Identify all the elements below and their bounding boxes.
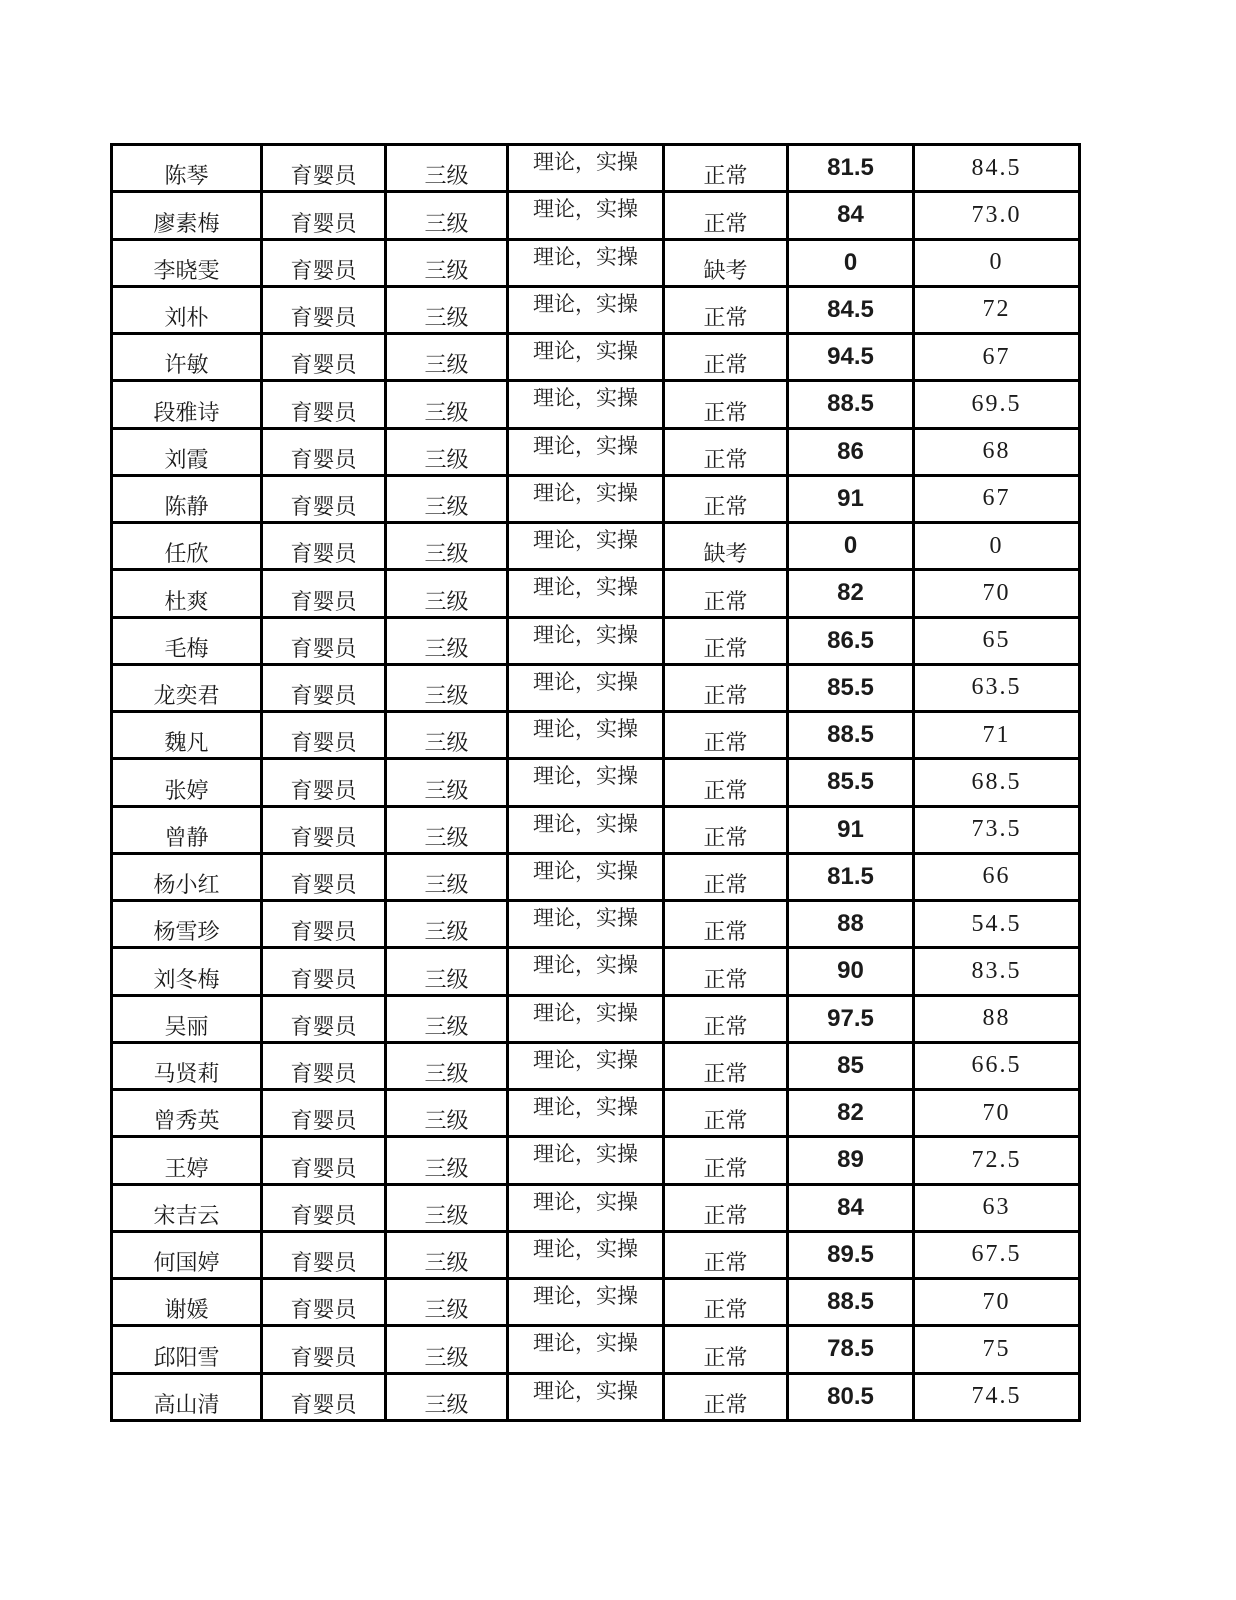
cell-occupation: 育婴员 [262, 286, 386, 333]
cell-theory-score: 0 [788, 523, 914, 570]
cell-name: 吴丽 [112, 995, 262, 1042]
cell-level: 三级 [386, 1137, 508, 1184]
table-row [112, 995, 1080, 1042]
cell-theory-score: 84.5 [788, 286, 914, 333]
cell-occupation: 育婴员 [262, 1042, 386, 1089]
cell-theory-score: 86 [788, 428, 914, 475]
cell-theory-score: 97.5 [788, 995, 914, 1042]
cell-exam-status: 正常 [664, 570, 788, 617]
table-row [112, 1231, 1080, 1278]
cell-level: 三级 [386, 475, 508, 522]
cell-occupation: 育婴员 [262, 664, 386, 711]
cell-theory-score: 85.5 [788, 759, 914, 806]
score-table-body [112, 145, 1080, 1421]
cell-occupation: 育婴员 [262, 806, 386, 853]
cell-level: 三级 [386, 995, 508, 1042]
cell-level: 三级 [386, 901, 508, 948]
cell-exam-subjects: 理论，实操 [508, 1326, 664, 1373]
cell-exam-subjects: 理论，实操 [508, 1184, 664, 1231]
cell-name: 曾秀英 [112, 1090, 262, 1137]
table-row [112, 334, 1080, 381]
cell-occupation: 育婴员 [262, 1137, 386, 1184]
cell-practical-score: 67.5 [914, 1231, 1080, 1278]
cell-exam-subjects: 理论，实操 [508, 664, 664, 711]
cell-theory-score: 89.5 [788, 1231, 914, 1278]
cell-exam-subjects: 理论，实操 [508, 759, 664, 806]
cell-exam-subjects: 理论，实操 [508, 381, 664, 428]
cell-practical-score: 71 [914, 712, 1080, 759]
cell-practical-score: 73.5 [914, 806, 1080, 853]
cell-theory-score: 86.5 [788, 617, 914, 664]
cell-name: 张婷 [112, 759, 262, 806]
cell-name: 许敏 [112, 334, 262, 381]
cell-name: 刘霞 [112, 428, 262, 475]
cell-level: 三级 [386, 1231, 508, 1278]
cell-theory-score: 88.5 [788, 712, 914, 759]
table-row [112, 381, 1080, 428]
table-row [112, 617, 1080, 664]
cell-name: 廖素梅 [112, 192, 262, 239]
cell-level: 三级 [386, 853, 508, 900]
cell-name: 宋吉云 [112, 1184, 262, 1231]
cell-theory-score: 84 [788, 192, 914, 239]
cell-practical-score: 70 [914, 570, 1080, 617]
cell-exam-status: 正常 [664, 1090, 788, 1137]
cell-exam-status: 正常 [664, 759, 788, 806]
cell-occupation: 育婴员 [262, 145, 386, 192]
cell-name: 杜爽 [112, 570, 262, 617]
table-row [112, 664, 1080, 711]
cell-exam-subjects: 理论，实操 [508, 1042, 664, 1089]
cell-theory-score: 84 [788, 1184, 914, 1231]
cell-level: 三级 [386, 948, 508, 995]
table-row [112, 192, 1080, 239]
cell-exam-subjects: 理论，实操 [508, 806, 664, 853]
cell-practical-score: 67 [914, 334, 1080, 381]
cell-exam-subjects: 理论，实操 [508, 712, 664, 759]
cell-exam-status: 缺考 [664, 523, 788, 570]
cell-exam-subjects: 理论，实操 [508, 1137, 664, 1184]
table-row [112, 712, 1080, 759]
cell-theory-score: 85.5 [788, 664, 914, 711]
cell-name: 邱阳雪 [112, 1326, 262, 1373]
cell-theory-score: 88.5 [788, 381, 914, 428]
cell-exam-subjects: 理论，实操 [508, 901, 664, 948]
cell-name: 刘冬梅 [112, 948, 262, 995]
cell-occupation: 育婴员 [262, 570, 386, 617]
cell-exam-status: 正常 [664, 1042, 788, 1089]
cell-practical-score: 54.5 [914, 901, 1080, 948]
table-row [112, 901, 1080, 948]
cell-name: 段雅诗 [112, 381, 262, 428]
cell-level: 三级 [386, 381, 508, 428]
cell-name: 杨雪珍 [112, 901, 262, 948]
cell-practical-score: 63.5 [914, 664, 1080, 711]
cell-occupation: 育婴员 [262, 712, 386, 759]
cell-theory-score: 82 [788, 1090, 914, 1137]
cell-exam-subjects: 理论，实操 [508, 1373, 664, 1421]
cell-level: 三级 [386, 1279, 508, 1326]
cell-level: 三级 [386, 1042, 508, 1089]
cell-practical-score: 68 [914, 428, 1080, 475]
cell-exam-subjects: 理论，实操 [508, 1279, 664, 1326]
cell-practical-score: 63 [914, 1184, 1080, 1231]
cell-practical-score: 69.5 [914, 381, 1080, 428]
cell-name: 马贤莉 [112, 1042, 262, 1089]
table-row [112, 1373, 1080, 1421]
cell-practical-score: 70 [914, 1279, 1080, 1326]
cell-practical-score: 73.0 [914, 192, 1080, 239]
cell-exam-status: 缺考 [664, 239, 788, 286]
cell-exam-status: 正常 [664, 806, 788, 853]
cell-occupation: 育婴员 [262, 334, 386, 381]
cell-theory-score: 88.5 [788, 1279, 914, 1326]
cell-theory-score: 91 [788, 806, 914, 853]
table-row [112, 853, 1080, 900]
cell-name: 李晓雯 [112, 239, 262, 286]
cell-exam-subjects: 理论，实操 [508, 192, 664, 239]
table-row [112, 1090, 1080, 1137]
cell-theory-score: 81.5 [788, 145, 914, 192]
cell-exam-status: 正常 [664, 853, 788, 900]
cell-level: 三级 [386, 712, 508, 759]
cell-theory-score: 78.5 [788, 1326, 914, 1373]
cell-exam-status: 正常 [664, 475, 788, 522]
table-row [112, 759, 1080, 806]
cell-occupation: 育婴员 [262, 901, 386, 948]
cell-exam-status: 正常 [664, 286, 788, 333]
cell-theory-score: 88 [788, 901, 914, 948]
table-row [112, 948, 1080, 995]
cell-practical-score: 84.5 [914, 145, 1080, 192]
cell-level: 三级 [386, 617, 508, 664]
cell-exam-status: 正常 [664, 1279, 788, 1326]
cell-level: 三级 [386, 1373, 508, 1421]
table-row [112, 523, 1080, 570]
cell-level: 三级 [386, 239, 508, 286]
table-row [112, 1137, 1080, 1184]
cell-practical-score: 65 [914, 617, 1080, 664]
cell-exam-subjects: 理论，实操 [508, 1231, 664, 1278]
cell-exam-subjects: 理论，实操 [508, 995, 664, 1042]
table-row [112, 145, 1080, 192]
cell-exam-status: 正常 [664, 901, 788, 948]
cell-exam-status: 正常 [664, 1231, 788, 1278]
cell-occupation: 育婴员 [262, 1090, 386, 1137]
cell-theory-score: 94.5 [788, 334, 914, 381]
cell-exam-status: 正常 [664, 1326, 788, 1373]
cell-exam-subjects: 理论，实操 [508, 286, 664, 333]
cell-theory-score: 81.5 [788, 853, 914, 900]
cell-exam-status: 正常 [664, 948, 788, 995]
cell-theory-score: 85 [788, 1042, 914, 1089]
cell-practical-score: 0 [914, 523, 1080, 570]
table-row [112, 806, 1080, 853]
cell-level: 三级 [386, 759, 508, 806]
cell-level: 三级 [386, 570, 508, 617]
cell-theory-score: 90 [788, 948, 914, 995]
cell-occupation: 育婴员 [262, 617, 386, 664]
cell-level: 三级 [386, 664, 508, 711]
cell-exam-subjects: 理论，实操 [508, 475, 664, 522]
cell-exam-status: 正常 [664, 1373, 788, 1421]
table-row [112, 239, 1080, 286]
cell-name: 刘朴 [112, 286, 262, 333]
cell-exam-status: 正常 [664, 1137, 788, 1184]
cell-exam-status: 正常 [664, 712, 788, 759]
cell-name: 任欣 [112, 523, 262, 570]
cell-exam-status: 正常 [664, 617, 788, 664]
cell-exam-status: 正常 [664, 192, 788, 239]
cell-exam-subjects: 理论，实操 [508, 948, 664, 995]
cell-name: 陈静 [112, 475, 262, 522]
cell-exam-status: 正常 [664, 334, 788, 381]
cell-exam-subjects: 理论，实操 [508, 145, 664, 192]
table-row [112, 475, 1080, 522]
cell-occupation: 育婴员 [262, 192, 386, 239]
cell-occupation: 育婴员 [262, 1231, 386, 1278]
cell-practical-score: 66 [914, 853, 1080, 900]
cell-exam-status: 正常 [664, 664, 788, 711]
cell-occupation: 育婴员 [262, 759, 386, 806]
cell-practical-score: 88 [914, 995, 1080, 1042]
cell-exam-subjects: 理论，实操 [508, 570, 664, 617]
table-row [112, 570, 1080, 617]
cell-level: 三级 [386, 334, 508, 381]
table-row [112, 1279, 1080, 1326]
cell-name: 高山清 [112, 1373, 262, 1421]
table-row [112, 286, 1080, 333]
cell-theory-score: 89 [788, 1137, 914, 1184]
cell-name: 谢媛 [112, 1279, 262, 1326]
cell-practical-score: 74.5 [914, 1373, 1080, 1421]
cell-level: 三级 [386, 286, 508, 333]
cell-name: 何国婷 [112, 1231, 262, 1278]
cell-practical-score: 75 [914, 1326, 1080, 1373]
table-row [112, 428, 1080, 475]
cell-level: 三级 [386, 1326, 508, 1373]
cell-occupation: 育婴员 [262, 475, 386, 522]
cell-level: 三级 [386, 428, 508, 475]
cell-occupation: 育婴员 [262, 1184, 386, 1231]
cell-name: 毛梅 [112, 617, 262, 664]
cell-practical-score: 72 [914, 286, 1080, 333]
cell-name: 魏凡 [112, 712, 262, 759]
cell-level: 三级 [386, 1090, 508, 1137]
cell-exam-subjects: 理论，实操 [508, 853, 664, 900]
table-row [112, 1042, 1080, 1089]
cell-exam-subjects: 理论，实操 [508, 1090, 664, 1137]
cell-practical-score: 66.5 [914, 1042, 1080, 1089]
cell-exam-status: 正常 [664, 381, 788, 428]
cell-occupation: 育婴员 [262, 1279, 386, 1326]
cell-name: 曾静 [112, 806, 262, 853]
cell-level: 三级 [386, 523, 508, 570]
cell-name: 龙奕君 [112, 664, 262, 711]
cell-practical-score: 67 [914, 475, 1080, 522]
cell-level: 三级 [386, 806, 508, 853]
cell-practical-score: 72.5 [914, 1137, 1080, 1184]
cell-level: 三级 [386, 1184, 508, 1231]
cell-occupation: 育婴员 [262, 381, 386, 428]
cell-exam-subjects: 理论，实操 [508, 428, 664, 475]
cell-theory-score: 82 [788, 570, 914, 617]
cell-exam-status: 正常 [664, 995, 788, 1042]
cell-exam-status: 正常 [664, 1184, 788, 1231]
cell-occupation: 育婴员 [262, 428, 386, 475]
cell-exam-status: 正常 [664, 428, 788, 475]
cell-theory-score: 80.5 [788, 1373, 914, 1421]
cell-name: 陈琴 [112, 145, 262, 192]
cell-practical-score: 68.5 [914, 759, 1080, 806]
cell-name: 王婷 [112, 1137, 262, 1184]
cell-theory-score: 0 [788, 239, 914, 286]
table-row [112, 1184, 1080, 1231]
cell-occupation: 育婴员 [262, 1373, 386, 1421]
cell-practical-score: 0 [914, 239, 1080, 286]
cell-level: 三级 [386, 145, 508, 192]
cell-occupation: 育婴员 [262, 948, 386, 995]
cell-occupation: 育婴员 [262, 239, 386, 286]
cell-occupation: 育婴员 [262, 853, 386, 900]
cell-exam-subjects: 理论，实操 [508, 523, 664, 570]
cell-level: 三级 [386, 192, 508, 239]
cell-occupation: 育婴员 [262, 995, 386, 1042]
cell-theory-score: 91 [788, 475, 914, 522]
table-row [112, 1326, 1080, 1373]
cell-practical-score: 83.5 [914, 948, 1080, 995]
cell-exam-subjects: 理论，实操 [508, 239, 664, 286]
cell-name: 杨小红 [112, 853, 262, 900]
score-table [110, 143, 1081, 1422]
cell-exam-subjects: 理论，实操 [508, 617, 664, 664]
cell-occupation: 育婴员 [262, 1326, 386, 1373]
cell-exam-status: 正常 [664, 145, 788, 192]
cell-occupation: 育婴员 [262, 523, 386, 570]
cell-practical-score: 70 [914, 1090, 1080, 1137]
cell-exam-subjects: 理论，实操 [508, 334, 664, 381]
